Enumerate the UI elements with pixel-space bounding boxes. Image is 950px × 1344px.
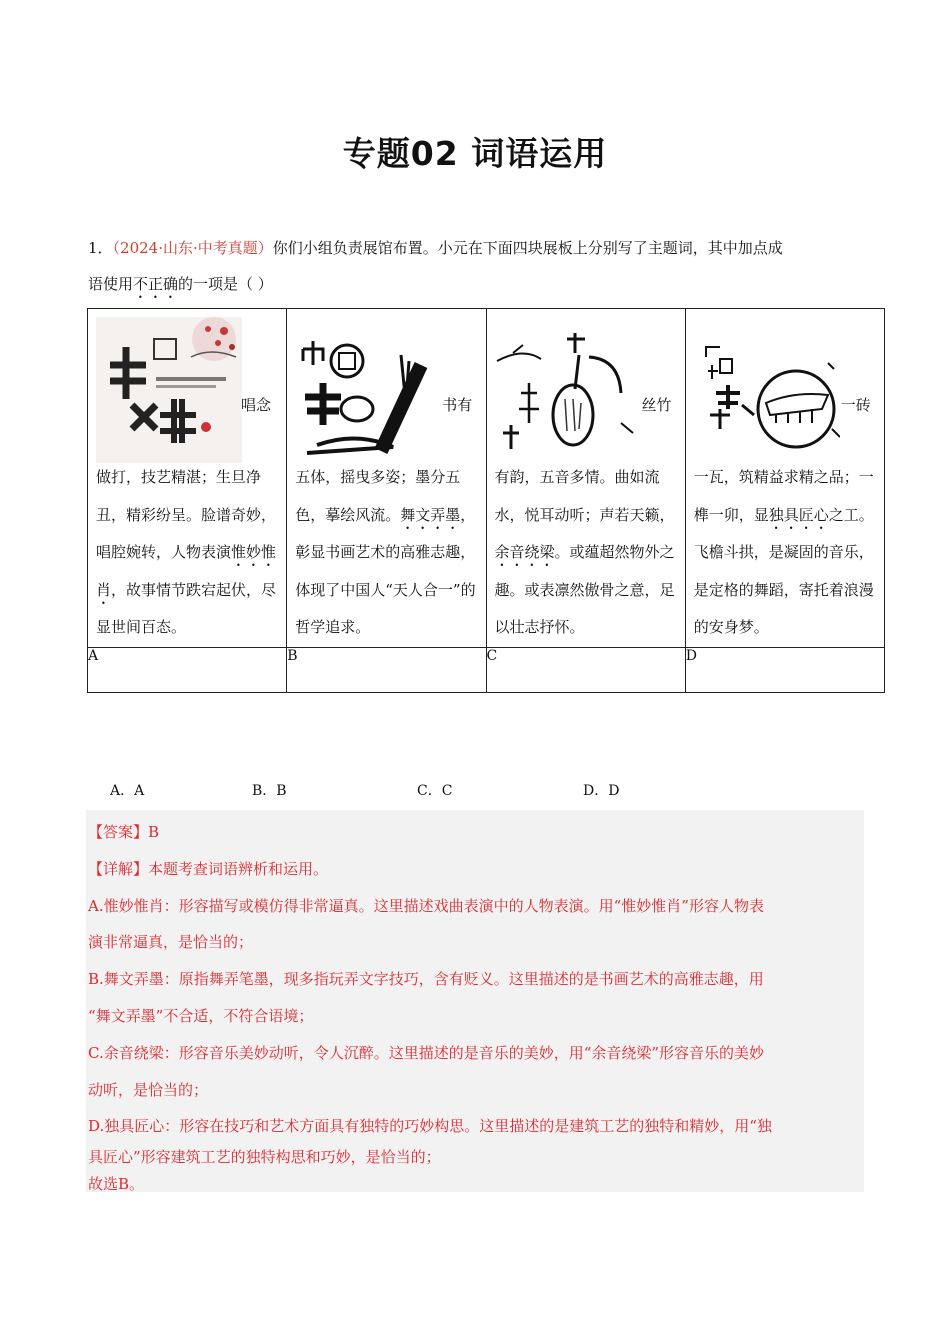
board-b-label: B	[287, 647, 486, 692]
board-c-text	[487, 459, 685, 647]
analysis-line: A.惟妙惟肖：形容描写或模仿得非常逼真。这里描述戏曲表演中的人物表演。用“惟妙惟肖”形容人物表	[88, 896, 764, 915]
board-a-text-post: ，故事情节跌宕起伏，尽显世间百态。	[96, 580, 277, 636]
analysis-line: 演非常逼真，是恰当的；	[88, 933, 254, 952]
question-source: （2024·山东·中考真题）	[112, 239, 273, 257]
board-c-text-pre: 有韵，五音多情。曲如流水，悦耳动听；声若天籁，	[494, 468, 675, 524]
board-b-lead: 书有	[442, 396, 473, 414]
question-text: 你们小组负责展馆布置。小元在下面四块展板上分别写了主题词，其中加点成	[272, 239, 783, 257]
board-d-text-pre: 一瓦，筑精益求精之品；一榫一卯，显	[693, 468, 874, 524]
analysis-line: B.舞文弄墨：原指舞弄笔墨，现多指玩弄文字技巧，含有贬义。这里描述的是书画艺术的高雅志趣，用	[88, 970, 764, 989]
board-a-idiom: 惟妙惟肖	[96, 543, 277, 599]
board-c-text-post: 。或蕴超然物外之趣。或表凛然傲骨之意，足以壮志抒怀。	[494, 543, 675, 636]
pipa-music-image	[493, 333, 643, 457]
board-d-label: D	[685, 647, 884, 692]
board-table	[87, 308, 885, 693]
analysis-line: D.独具匠心：形容在技巧和艺术方面具有独特的巧妙构思。这里描述的是建筑工艺的独特和精妙，用“独	[88, 1117, 772, 1136]
question-line-1	[88, 238, 868, 258]
board-a-lead: 唱念	[241, 396, 272, 414]
emphasis-not-correct: 不正确	[133, 275, 179, 293]
analysis-line: “舞文弄墨”不合适，不符合语境；	[88, 1006, 314, 1025]
analysis-line: C.余音绕梁：形容音乐美妙动听，令人沉醉。这里描述的是音乐的美妙，用“余音绕梁”形容音乐的美妙	[88, 1043, 765, 1062]
board-b-idiom: 舞文弄墨	[400, 505, 461, 524]
calligraphy-image	[297, 335, 437, 457]
question-number: 1．	[88, 239, 113, 257]
option-c[interactable]: C．C	[417, 783, 453, 799]
question-text-post: 的一项是（ ）	[178, 275, 273, 293]
board-a-text	[88, 459, 286, 647]
board-b	[287, 309, 486, 648]
page-title: 专题02 词语运用	[342, 134, 608, 173]
board-b-text-post: ，彰显书画艺术的高雅志趣，体现了中国人“天人合一”的哲学追求。	[295, 505, 476, 636]
analysis-line: 动听，是恰当的；	[88, 1080, 209, 1099]
board-b-text-pre: 五体，摇曳多姿；墨分五色，摹绘风流。	[295, 468, 461, 524]
option-b[interactable]: B．B	[252, 783, 287, 799]
answer-panel	[86, 810, 864, 1192]
question-line-2	[88, 274, 868, 302]
question-text-pre: 语使用	[88, 275, 134, 293]
board-a-label: A	[88, 647, 287, 692]
opera-poster-image	[96, 317, 242, 463]
board-a-text-pre: 做打，技艺精湛；生旦净丑，精彩纷呈。脸谱奇妙，唱腔婉转，人物表演	[96, 468, 277, 561]
option-a[interactable]: A．A	[110, 783, 145, 799]
board-d-text-post: 之工。飞檐斗拱，是凝固的音乐，是定格的舞蹈，寄托着浪漫的安身梦。	[693, 505, 874, 636]
answer-conclusion: 故选B。	[88, 1175, 145, 1194]
board-a	[88, 309, 287, 648]
answer-label: 【答案】B	[88, 823, 160, 841]
board-c-label: C	[486, 647, 685, 692]
analysis-line: 具匠心”形容建筑工艺的独特构思和巧妙，是恰当的；	[88, 1148, 441, 1167]
board-b-text	[287, 459, 485, 647]
option-d[interactable]: D．D	[583, 783, 620, 799]
architecture-image	[704, 345, 840, 453]
answer-detail: 【详解】本题考查词语辨析和运用。	[88, 859, 329, 878]
board-d-text	[686, 459, 884, 647]
board-d	[685, 309, 884, 648]
board-d-idiom: 独具匠心	[768, 505, 829, 524]
board-c-lead: 丝竹	[641, 396, 672, 414]
board-d-lead: 一砖	[840, 396, 871, 414]
board-c-idiom: 余音绕梁	[494, 543, 555, 561]
board-c	[486, 309, 685, 648]
